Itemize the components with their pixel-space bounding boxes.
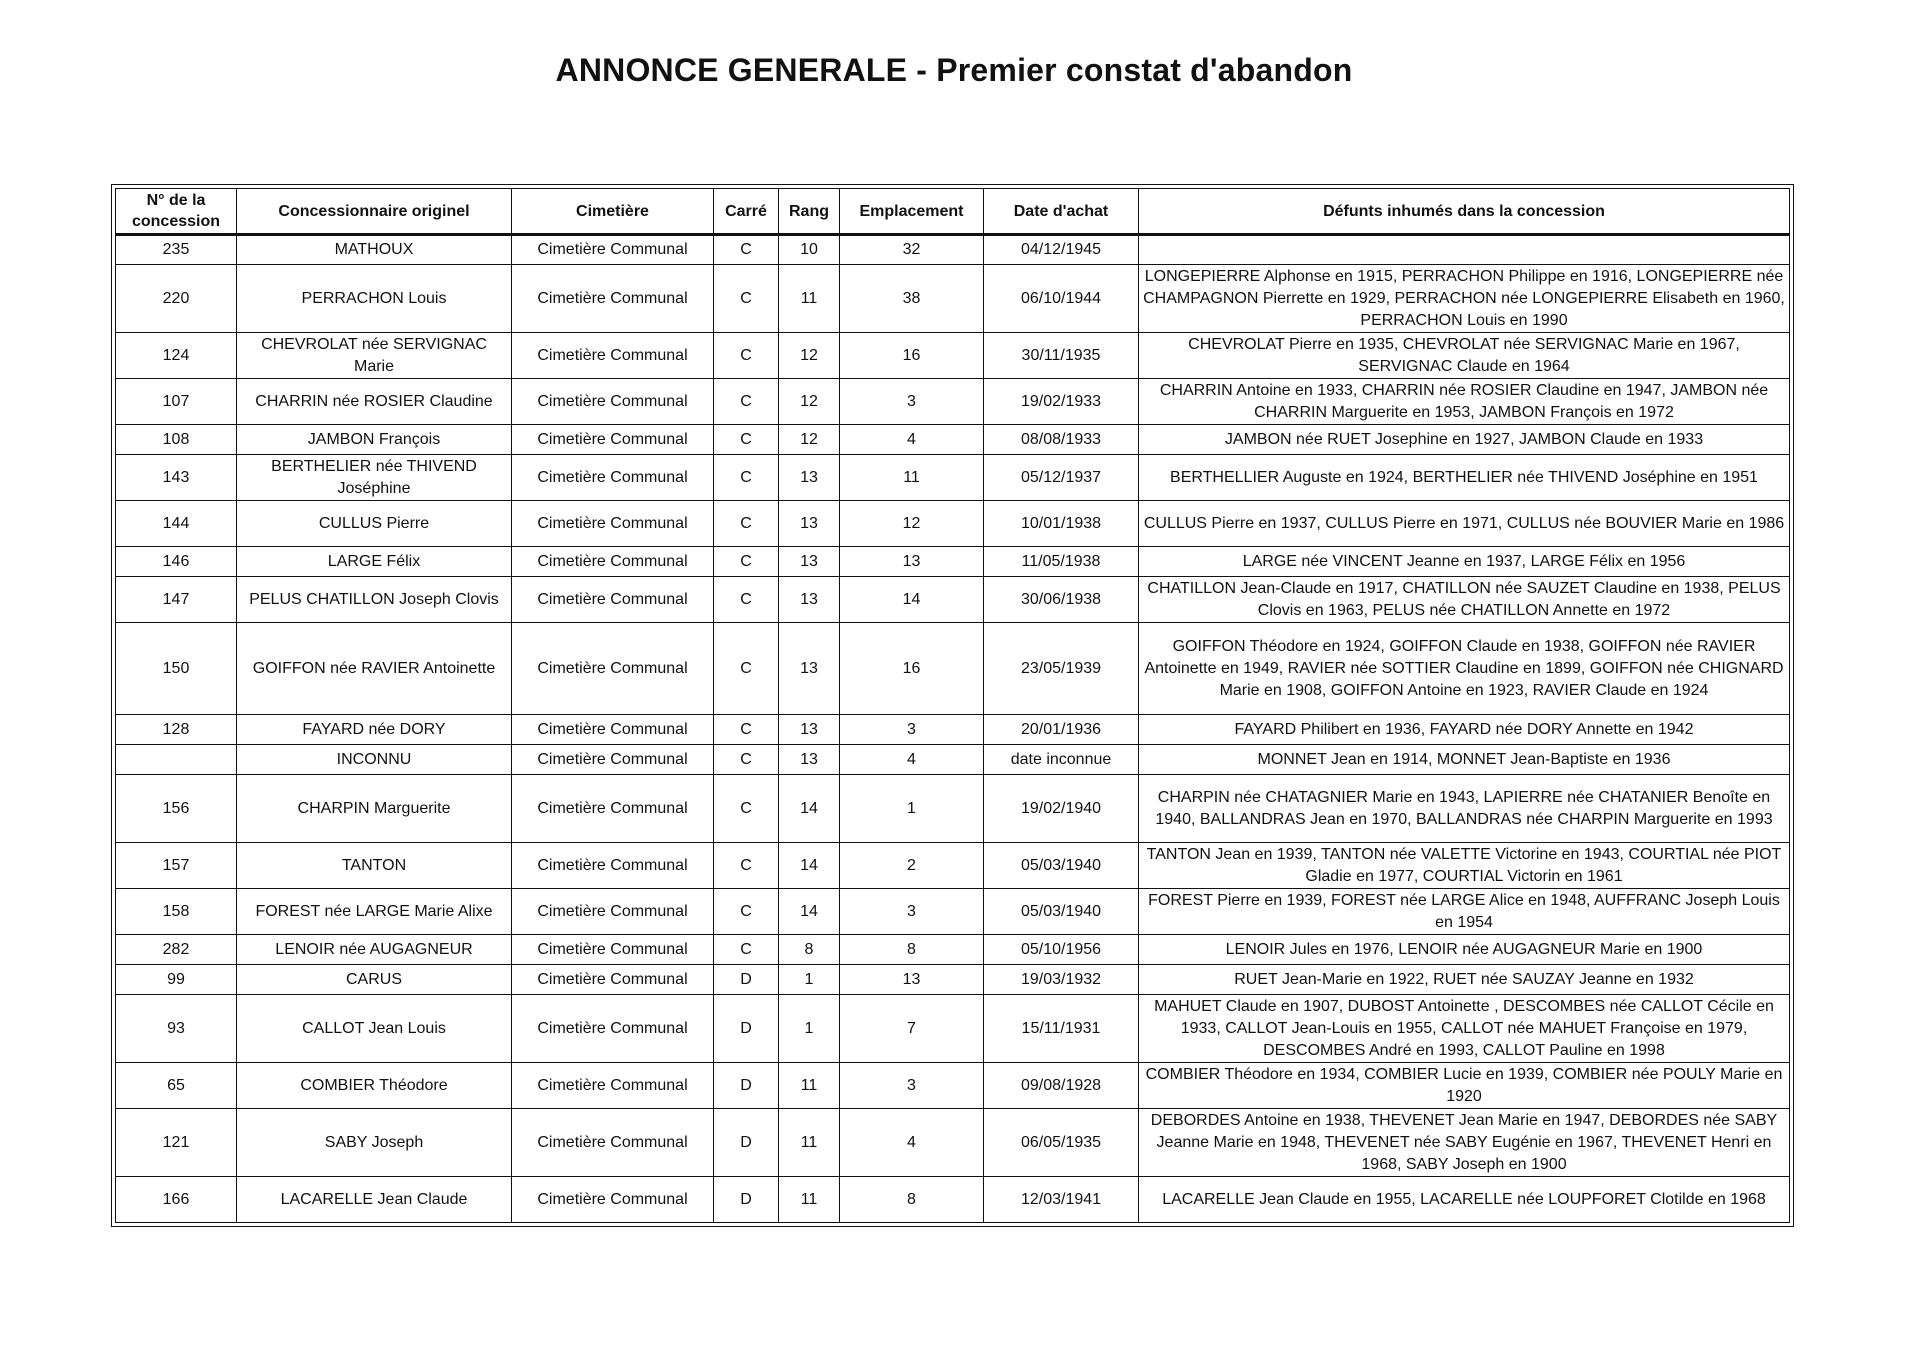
cell-rang: 10 xyxy=(779,235,840,265)
cell-cimetiere: Cimetière Communal xyxy=(512,425,714,455)
cell-cimetiere: Cimetière Communal xyxy=(512,775,714,843)
table-row xyxy=(116,577,1790,623)
cell-emplacement: 3 xyxy=(840,715,984,745)
cell-num: 146 xyxy=(116,547,237,577)
cell-defunts: CHARPIN née CHATAGNIER Marie en 1943, LAPIERRE née CHATANIER Benoîte en 1940, BALLANDRAS Jean en 1970, BALLANDRAS née CHARPIN Marguerite en 1993 xyxy=(1139,775,1790,843)
cell-cimetiere: Cimetière Communal xyxy=(512,995,714,1063)
cell-emplacement: 13 xyxy=(840,547,984,577)
cell-date: 12/03/1941 xyxy=(984,1177,1139,1223)
cell-defunts: DEBORDES Antoine en 1938, THEVENET Jean Marie en 1947, DEBORDES née SABY Jeanne Marie en 1948, THEVENET née SABY Eugénie en 1967, THEVENET Henri en 1968, SABY Joseph en 1900 xyxy=(1139,1109,1790,1177)
cell-num: 93 xyxy=(116,995,237,1063)
cell-date: 06/05/1935 xyxy=(984,1109,1139,1177)
cell-carre: C xyxy=(714,333,779,379)
table-row xyxy=(116,547,1790,577)
table-row xyxy=(116,235,1790,265)
cell-cimetiere: Cimetière Communal xyxy=(512,1177,714,1223)
cell-cimetiere: Cimetière Communal xyxy=(512,333,714,379)
cell-emplacement: 12 xyxy=(840,501,984,547)
cell-rang: 11 xyxy=(779,1177,840,1223)
cell-date: 05/03/1940 xyxy=(984,843,1139,889)
cell-defunts: COMBIER Théodore en 1934, COMBIER Lucie en 1939, COMBIER née POULY Marie en 1920 xyxy=(1139,1063,1790,1109)
cell-concessionnaire: CHARPIN Marguerite xyxy=(237,775,512,843)
cell-cimetiere: Cimetière Communal xyxy=(512,265,714,333)
cell-concessionnaire: LACARELLE Jean Claude xyxy=(237,1177,512,1223)
cell-defunts: RUET Jean-Marie en 1922, RUET née SAUZAY Jeanne en 1932 xyxy=(1139,965,1790,995)
cell-rang: 11 xyxy=(779,1109,840,1177)
cell-defunts: CULLUS Pierre en 1937, CULLUS Pierre en 1971, CULLUS née BOUVIER Marie en 1986 xyxy=(1139,501,1790,547)
table-row xyxy=(116,1063,1790,1109)
cell-carre: C xyxy=(714,715,779,745)
cell-date: 19/02/1940 xyxy=(984,775,1139,843)
cell-defunts: BERTHELLIER Auguste en 1924, BERTHELIER née THIVEND Joséphine en 1951 xyxy=(1139,455,1790,501)
cell-date: 11/05/1938 xyxy=(984,547,1139,577)
table-header-row xyxy=(116,189,1790,235)
cell-concessionnaire: GOIFFON née RAVIER Antoinette xyxy=(237,623,512,715)
cell-num: 157 xyxy=(116,843,237,889)
cell-concessionnaire: SABY Joseph xyxy=(237,1109,512,1177)
cell-concessionnaire: COMBIER Théodore xyxy=(237,1063,512,1109)
table-row xyxy=(116,1109,1790,1177)
cell-num: 156 xyxy=(116,775,237,843)
cell-num: 282 xyxy=(116,935,237,965)
cell-num: 65 xyxy=(116,1063,237,1109)
cell-carre: D xyxy=(714,1109,779,1177)
cell-date: 23/05/1939 xyxy=(984,623,1139,715)
cell-emplacement: 8 xyxy=(840,935,984,965)
cell-rang: 14 xyxy=(779,775,840,843)
cell-carre: D xyxy=(714,1063,779,1109)
cell-rang: 1 xyxy=(779,995,840,1063)
cell-carre: C xyxy=(714,745,779,775)
cell-carre: C xyxy=(714,235,779,265)
cell-concessionnaire: LENOIR née AUGAGNEUR xyxy=(237,935,512,965)
header-cimetiere: Cimetière xyxy=(512,189,714,235)
cell-cimetiere: Cimetière Communal xyxy=(512,501,714,547)
table-row xyxy=(116,623,1790,715)
cell-defunts: MAHUET Claude en 1907, DUBOST Antoinette , DESCOMBES née CALLOT Cécile en 1933, CALLOT Jean-Louis en 1955, CALLOT née MAHUET Françoise en 1979, DESCOMBES André en 1993, CALLOT Pauline en 1998 xyxy=(1139,995,1790,1063)
cell-concessionnaire: FOREST née LARGE Marie Alixe xyxy=(237,889,512,935)
cell-rang: 14 xyxy=(779,843,840,889)
cell-concessionnaire: CHEVROLAT née SERVIGNAC Marie xyxy=(237,333,512,379)
cell-num: 235 xyxy=(116,235,237,265)
cell-date: 05/10/1956 xyxy=(984,935,1139,965)
cell-concessionnaire: TANTON xyxy=(237,843,512,889)
cell-rang: 12 xyxy=(779,425,840,455)
cell-defunts: LONGEPIERRE Alphonse en 1915, PERRACHON Philippe en 1916, LONGEPIERRE née CHAMPAGNON Pierrette en 1929, PERRACHON née LONGEPIERRE Elisabeth en 1960, PERRACHON Louis en 1990 xyxy=(1139,265,1790,333)
cell-emplacement: 38 xyxy=(840,265,984,333)
cell-concessionnaire: FAYARD née DORY xyxy=(237,715,512,745)
cell-carre: C xyxy=(714,425,779,455)
cell-carre: C xyxy=(714,843,779,889)
cell-emplacement: 11 xyxy=(840,455,984,501)
cell-defunts: JAMBON née RUET Josephine en 1927, JAMBON Claude en 1933 xyxy=(1139,425,1790,455)
cell-defunts: LENOIR Jules en 1976, LENOIR née AUGAGNEUR Marie en 1900 xyxy=(1139,935,1790,965)
cell-rang: 14 xyxy=(779,889,840,935)
cell-defunts: GOIFFON Théodore en 1924, GOIFFON Claude en 1938, GOIFFON née RAVIER Antoinette en 1949, RAVIER née SOTTIER Claudine en 1899, GOIFFON née CHIGNARD Marie en 1908, GOIFFON Antoine en 1923, RAVIER Claude en 1924 xyxy=(1139,623,1790,715)
header-emplacement: Emplacement xyxy=(840,189,984,235)
cell-num: 107 xyxy=(116,379,237,425)
cell-carre: C xyxy=(714,455,779,501)
cell-rang: 8 xyxy=(779,935,840,965)
cell-carre: C xyxy=(714,501,779,547)
table-row xyxy=(116,745,1790,775)
cell-num: 150 xyxy=(116,623,237,715)
table-row xyxy=(116,379,1790,425)
cell-rang: 13 xyxy=(779,501,840,547)
cell-defunts: CHARRIN Antoine en 1933, CHARRIN née ROSIER Claudine en 1947, JAMBON née CHARRIN Marguerite en 1953, JAMBON François en 1972 xyxy=(1139,379,1790,425)
cell-emplacement: 4 xyxy=(840,745,984,775)
cell-cimetiere: Cimetière Communal xyxy=(512,455,714,501)
cell-carre: C xyxy=(714,935,779,965)
cell-concessionnaire: INCONNU xyxy=(237,745,512,775)
cell-rang: 1 xyxy=(779,965,840,995)
cell-date: 30/11/1935 xyxy=(984,333,1139,379)
cell-emplacement: 3 xyxy=(840,379,984,425)
table-row xyxy=(116,995,1790,1063)
cell-concessionnaire: PERRACHON Louis xyxy=(237,265,512,333)
cell-emplacement: 4 xyxy=(840,1109,984,1177)
cell-rang: 13 xyxy=(779,547,840,577)
cell-emplacement: 4 xyxy=(840,425,984,455)
table-row xyxy=(116,425,1790,455)
cell-emplacement: 14 xyxy=(840,577,984,623)
cell-rang: 11 xyxy=(779,265,840,333)
cell-emplacement: 13 xyxy=(840,965,984,995)
cell-concessionnaire: LARGE Félix xyxy=(237,547,512,577)
cell-date: 06/10/1944 xyxy=(984,265,1139,333)
cell-date: 19/03/1932 xyxy=(984,965,1139,995)
cell-carre: C xyxy=(714,889,779,935)
cell-num: 108 xyxy=(116,425,237,455)
cell-date: 09/08/1928 xyxy=(984,1063,1139,1109)
cell-concessionnaire: BERTHELIER née THIVEND Joséphine xyxy=(237,455,512,501)
cell-rang: 13 xyxy=(779,577,840,623)
cell-defunts: CHEVROLAT Pierre en 1935, CHEVROLAT née SERVIGNAC Marie en 1967, SERVIGNAC Claude en 1964 xyxy=(1139,333,1790,379)
table-row xyxy=(116,1177,1790,1223)
cell-carre: D xyxy=(714,995,779,1063)
cell-num: 147 xyxy=(116,577,237,623)
cell-rang: 12 xyxy=(779,379,840,425)
cell-emplacement: 16 xyxy=(840,333,984,379)
cell-emplacement: 8 xyxy=(840,1177,984,1223)
cell-cimetiere: Cimetière Communal xyxy=(512,715,714,745)
table-row xyxy=(116,775,1790,843)
cell-cimetiere: Cimetière Communal xyxy=(512,623,714,715)
cell-num: 124 xyxy=(116,333,237,379)
table-row xyxy=(116,889,1790,935)
cell-num xyxy=(116,745,237,775)
cell-cimetiere: Cimetière Communal xyxy=(512,1109,714,1177)
cell-defunts: FOREST Pierre en 1939, FOREST née LARGE Alice en 1948, AUFFRANC Joseph Louis en 1954 xyxy=(1139,889,1790,935)
cell-emplacement: 16 xyxy=(840,623,984,715)
concessions-table-frame xyxy=(111,184,1794,1227)
cell-num: 144 xyxy=(116,501,237,547)
cell-defunts: CHATILLON Jean-Claude en 1917, CHATILLON née SAUZET Claudine en 1938, PELUS Clovis en 1963, PELUS née CHATILLON Annette en 1972 xyxy=(1139,577,1790,623)
cell-rang: 12 xyxy=(779,333,840,379)
cell-rang: 13 xyxy=(779,455,840,501)
header-carre: Carré xyxy=(714,189,779,235)
cell-num: 99 xyxy=(116,965,237,995)
table-row xyxy=(116,265,1790,333)
cell-num: 121 xyxy=(116,1109,237,1177)
cell-defunts: LARGE née VINCENT Jeanne en 1937, LARGE Félix en 1956 xyxy=(1139,547,1790,577)
cell-date: date inconnue xyxy=(984,745,1139,775)
cell-date: 08/08/1933 xyxy=(984,425,1139,455)
cell-date: 05/12/1937 xyxy=(984,455,1139,501)
cell-carre: C xyxy=(714,623,779,715)
cell-cimetiere: Cimetière Communal xyxy=(512,889,714,935)
cell-concessionnaire: CARUS xyxy=(237,965,512,995)
cell-num: 158 xyxy=(116,889,237,935)
cell-carre: C xyxy=(714,265,779,333)
header-defunts: Défunts inhumés dans la concession xyxy=(1139,189,1790,235)
cell-num: 220 xyxy=(116,265,237,333)
table-row xyxy=(116,455,1790,501)
cell-date: 19/02/1933 xyxy=(984,379,1139,425)
cell-cimetiere: Cimetière Communal xyxy=(512,965,714,995)
cell-rang: 13 xyxy=(779,623,840,715)
cell-cimetiere: Cimetière Communal xyxy=(512,577,714,623)
cell-concessionnaire: JAMBON François xyxy=(237,425,512,455)
cell-concessionnaire: PELUS CHATILLON Joseph Clovis xyxy=(237,577,512,623)
header-concessionnaire: Concessionnaire originel xyxy=(237,189,512,235)
cell-date: 04/12/1945 xyxy=(984,235,1139,265)
cell-emplacement: 3 xyxy=(840,1063,984,1109)
cell-carre: C xyxy=(714,379,779,425)
cell-rang: 11 xyxy=(779,1063,840,1109)
cell-cimetiere: Cimetière Communal xyxy=(512,935,714,965)
cell-cimetiere: Cimetière Communal xyxy=(512,745,714,775)
cell-date: 20/01/1936 xyxy=(984,715,1139,745)
cell-defunts: MONNET Jean en 1914, MONNET Jean-Baptiste en 1936 xyxy=(1139,745,1790,775)
cell-num: 128 xyxy=(116,715,237,745)
table-row xyxy=(116,965,1790,995)
cell-emplacement: 7 xyxy=(840,995,984,1063)
cell-defunts: FAYARD Philibert en 1936, FAYARD née DORY Annette en 1942 xyxy=(1139,715,1790,745)
cell-cimetiere: Cimetière Communal xyxy=(512,235,714,265)
concessions-table xyxy=(115,188,1790,1223)
cell-defunts xyxy=(1139,235,1790,265)
cell-rang: 13 xyxy=(779,745,840,775)
cell-emplacement: 32 xyxy=(840,235,984,265)
cell-concessionnaire: CHARRIN née ROSIER Claudine xyxy=(237,379,512,425)
cell-emplacement: 2 xyxy=(840,843,984,889)
cell-cimetiere: Cimetière Communal xyxy=(512,1063,714,1109)
cell-date: 10/01/1938 xyxy=(984,501,1139,547)
table-row xyxy=(116,715,1790,745)
cell-date: 05/03/1940 xyxy=(984,889,1139,935)
cell-cimetiere: Cimetière Communal xyxy=(512,843,714,889)
cell-date: 30/06/1938 xyxy=(984,577,1139,623)
cell-rang: 13 xyxy=(779,715,840,745)
cell-emplacement: 3 xyxy=(840,889,984,935)
cell-carre: C xyxy=(714,775,779,843)
table-row xyxy=(116,501,1790,547)
cell-concessionnaire: CULLUS Pierre xyxy=(237,501,512,547)
cell-cimetiere: Cimetière Communal xyxy=(512,547,714,577)
cell-carre: C xyxy=(714,547,779,577)
table-row xyxy=(116,935,1790,965)
cell-concessionnaire: MATHOUX xyxy=(237,235,512,265)
cell-num: 166 xyxy=(116,1177,237,1223)
cell-carre: D xyxy=(714,965,779,995)
cell-carre: D xyxy=(714,1177,779,1223)
cell-date: 15/11/1931 xyxy=(984,995,1139,1063)
page-title: ANNONCE GENERALE - Premier constat d'abandon xyxy=(555,52,1353,88)
header-date: Date d'achat xyxy=(984,189,1139,235)
cell-num: 143 xyxy=(116,455,237,501)
header-rang: Rang xyxy=(779,189,840,235)
cell-cimetiere: Cimetière Communal xyxy=(512,379,714,425)
cell-concessionnaire: CALLOT Jean Louis xyxy=(237,995,512,1063)
cell-defunts: TANTON Jean en 1939, TANTON née VALETTE Victorine en 1943, COURTIAL née PIOT Gladie en 1977, COURTIAL Victorin en 1961 xyxy=(1139,843,1790,889)
header-num: N° de la concession xyxy=(116,189,237,235)
table-body xyxy=(116,235,1790,1223)
cell-emplacement: 1 xyxy=(840,775,984,843)
table-row xyxy=(116,333,1790,379)
cell-carre: C xyxy=(714,577,779,623)
table-row xyxy=(116,843,1790,889)
cell-defunts: LACARELLE Jean Claude en 1955, LACARELLE née LOUPFORET Clotilde en 1968 xyxy=(1139,1177,1790,1223)
